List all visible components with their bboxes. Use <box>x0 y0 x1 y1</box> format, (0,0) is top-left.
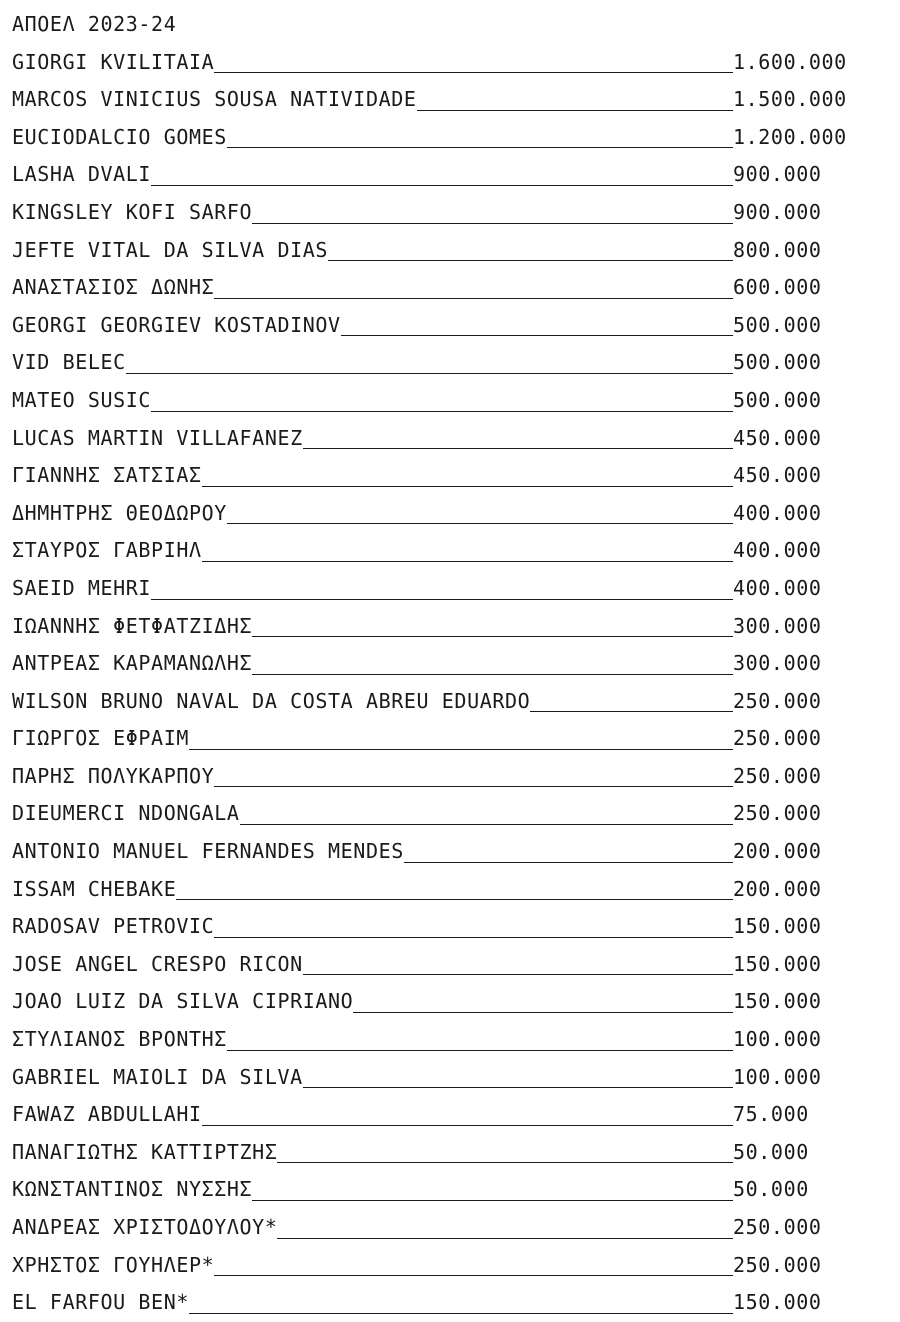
salary-amount: 150.000 <box>733 989 822 1014</box>
list-item <box>12 908 900 946</box>
salary-amount: 75.000 <box>733 1102 809 1127</box>
list-item <box>12 232 900 270</box>
salary-amount: 500.000 <box>733 312 822 337</box>
salary-amount: 800.000 <box>733 237 822 262</box>
player-name: KINGSLEY KOFI SARFO <box>12 194 252 232</box>
salary-list <box>12 44 900 1322</box>
salary-amount: 1.600.000 <box>733 49 847 74</box>
list-item <box>12 420 900 458</box>
list-item <box>12 608 900 646</box>
salary-amount: 200.000 <box>733 839 822 864</box>
player-name: DIEUMERCI NDONGALA <box>12 795 240 833</box>
player-name: EL FARFOU BEN* <box>12 1284 189 1322</box>
list-item <box>12 44 900 82</box>
player-name: ΠΑΝΑΓΙΩΤΗΣ ΚΑΤΤΙΡΤΖΗΣ <box>12 1134 277 1172</box>
list-item <box>12 119 900 157</box>
player-name: GABRIEL MAIOLI DA SILVA <box>12 1059 303 1097</box>
salary-amount: 450.000 <box>733 463 822 488</box>
salary-amount: 250.000 <box>733 688 822 713</box>
player-name: LASHA DVALI <box>12 156 151 194</box>
player-name: MARCOS VINICIUS SOUSA NATIVIDADE <box>12 81 417 119</box>
list-item <box>12 495 900 533</box>
player-name: JOAO LUIZ DA SILVA CIPRIANO <box>12 983 353 1021</box>
player-name: ΠΑΡΗΣ ΠΟΛΥΚΑΡΠΟΥ <box>12 758 214 796</box>
salary-amount: 300.000 <box>733 613 822 638</box>
salary-amount: 400.000 <box>733 500 822 525</box>
player-name: JOSE ANGEL CRESPO RICON <box>12 946 303 984</box>
player-name: ΑΝΔΡΕΑΣ ΧΡΙΣΤΟΔΟΥΛΟΥ* <box>12 1209 277 1247</box>
list-item <box>12 344 900 382</box>
list-item <box>12 1059 900 1097</box>
salary-amount: 250.000 <box>733 1215 822 1239</box>
salary-amount: 600.000 <box>733 275 822 300</box>
player-name: ΣΤΥΛΙΑΝΟΣ ΒΡΟΝΤΗΣ <box>12 1021 227 1059</box>
salary-amount: 150.000 <box>733 914 822 939</box>
list-item <box>12 382 900 420</box>
player-name: LUCAS MARTIN VILLAFANEZ <box>12 420 303 458</box>
player-name: MATEO SUSIC <box>12 382 151 420</box>
salary-amount: 500.000 <box>733 350 822 375</box>
salary-amount: 1.200.000 <box>733 124 847 149</box>
salary-amount: 250.000 <box>733 1252 822 1277</box>
player-name: ΧΡΗΣΤΟΣ ΓΟΥΗΛΕΡ* <box>12 1247 214 1285</box>
player-name: JEFTE VITAL DA SILVA DIAS <box>12 232 328 270</box>
player-name: ΑΝΤΡΕΑΣ ΚΑΡΑΜΑΝΩΛΗΣ <box>12 645 252 683</box>
player-name: ΚΩΝΣΤΑΝΤΙΝΟΣ ΝΥΣΣΗΣ <box>12 1171 252 1209</box>
list-item <box>12 1096 900 1134</box>
salary-amount: 50.000 <box>733 1177 809 1202</box>
salary-amount: 250.000 <box>733 726 822 751</box>
player-name: GIORGI KVILITAIA <box>12 44 214 82</box>
player-name: ΙΩΑΝΝΗΣ ΦΕΤΦΑΤΖΙΔΗΣ <box>12 608 252 646</box>
player-name: ΑΝΑΣΤΑΣΙΟΣ ΔΩΝΗΣ <box>12 269 214 307</box>
salary-amount: 900.000 <box>733 199 822 224</box>
salary-amount: 50.000 <box>733 1139 809 1164</box>
list-item <box>12 683 900 721</box>
list-item <box>12 983 900 1021</box>
salary-amount: 1.500.000 <box>733 87 847 112</box>
player-name: WILSON BRUNO NAVAL DA COSTA ABREU EDUARDO <box>12 683 530 721</box>
salary-amount: 250.000 <box>733 801 822 826</box>
list-item <box>12 1021 900 1059</box>
list-item <box>12 946 900 984</box>
list-item <box>12 1284 900 1322</box>
player-name: EUCIODALCIO GOMES <box>12 119 227 157</box>
list-item <box>12 156 900 194</box>
salary-amount: 250.000 <box>733 763 822 788</box>
list-item <box>12 871 900 909</box>
list-item <box>12 795 900 833</box>
salary-amount: 900.000 <box>733 162 822 187</box>
list-item <box>12 720 900 758</box>
salary-amount: 500.000 <box>733 387 822 412</box>
salary-amount: 450.000 <box>733 425 822 450</box>
player-name: ISSAM CHEBAKE <box>12 871 176 909</box>
player-name: SAEID MEHRI <box>12 570 151 608</box>
list-item <box>12 1171 900 1209</box>
player-name: ΣΤΑΥΡΟΣ ΓΑΒΡΙΗΛ <box>12 532 202 570</box>
list-item <box>12 269 900 307</box>
list-item <box>12 758 900 796</box>
list-item <box>12 1134 900 1172</box>
list-item <box>12 307 900 345</box>
salary-amount: 150.000 <box>733 951 822 976</box>
salary-amount: 100.000 <box>733 1064 822 1089</box>
document-title: ΑΠΟΕΛ 2023-24 <box>12 12 177 36</box>
list-item <box>12 532 900 570</box>
player-name: ΓΙΩΡΓΟΣ ΕΦΡΑΙΜ <box>12 720 189 758</box>
player-name: FAWAZ ABDULLAHI <box>12 1096 202 1134</box>
player-name: VID BELEC <box>12 344 126 382</box>
salary-amount: 100.000 <box>733 1027 822 1052</box>
salary-amount: 150.000 <box>733 1290 822 1315</box>
list-item <box>12 1209 900 1247</box>
list-item <box>12 1247 900 1285</box>
list-item <box>12 833 900 871</box>
player-name: ANTONIO MANUEL FERNANDES MENDES <box>12 833 404 871</box>
list-item <box>12 194 900 232</box>
salary-amount: 300.000 <box>733 651 822 676</box>
list-item <box>12 457 900 495</box>
list-item <box>12 570 900 608</box>
salary-amount: 400.000 <box>733 575 822 600</box>
list-item <box>12 81 900 119</box>
player-name: GEORGI GEORGIEV KOSTADINOV <box>12 307 341 345</box>
player-name: ΓΙΑΝΝΗΣ ΣΑΤΣΙΑΣ <box>12 457 202 495</box>
salary-amount: 400.000 <box>733 538 822 563</box>
list-item <box>12 645 900 683</box>
salary-amount: 200.000 <box>733 876 822 901</box>
player-name: ΔΗΜΗΤΡΗΣ ΘΕΟΔΩΡΟΥ <box>12 495 227 533</box>
player-name: RADOSAV PETROVIC <box>12 908 214 946</box>
